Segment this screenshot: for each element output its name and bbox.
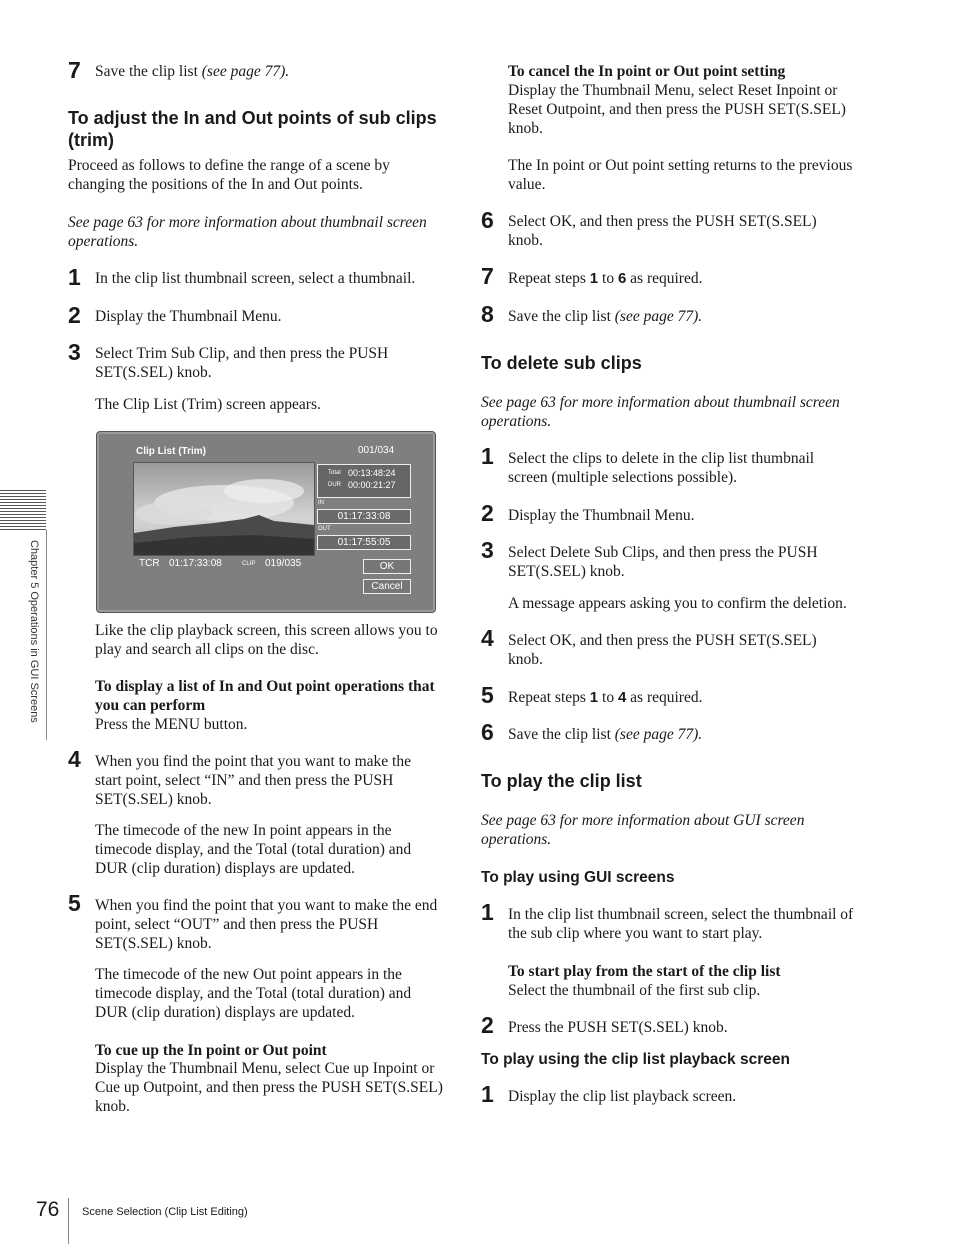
tcr-value: 01:17:33:08 xyxy=(169,558,222,569)
step-number: 2 xyxy=(481,500,494,526)
chapter-tab-rule xyxy=(46,530,47,740)
step-text: Select OK, and then press the PUSH SET(S.SEL) knob. xyxy=(508,213,817,249)
step-number: 7 xyxy=(68,57,81,83)
chapter-tab-marker xyxy=(0,490,46,530)
cancel-text: Display the Thumbnail Menu, select Reset Inpoint or Reset Outpoint, and then press the PUSH SET(S.SEL) knob. xyxy=(508,82,846,137)
footer-title: Scene Selection (Clip List Editing) xyxy=(82,1206,248,1218)
section-heading-play: To play the clip list xyxy=(481,771,642,791)
section-heading-delete: To delete sub clips xyxy=(481,353,642,373)
step-text: Save the clip list (see page 77). xyxy=(508,726,703,743)
in-label: IN xyxy=(318,500,324,506)
step-text: Repeat steps 1 to 6 as required. xyxy=(508,270,703,287)
step-number: 2 xyxy=(481,1012,494,1038)
step-note: The timecode of the new In point appears in the timecode display, and the Total (total duration) and DUR (clip duration) displays are updated. xyxy=(95,822,412,877)
step-note: The Clip List (Trim) screen appears. xyxy=(95,396,321,413)
cloud-landscape-image xyxy=(134,463,314,555)
step-text: Save the clip list (see page 77). xyxy=(508,308,703,325)
step-text: Select the clips to delete in the clip list thumbnail screen (multiple selections possible). xyxy=(508,450,815,486)
subheading-start-play: To start play from the start of the clip list xyxy=(508,963,781,980)
step-number: 4 xyxy=(481,625,494,651)
step-number: 1 xyxy=(481,899,494,925)
see-also-note: See page 63 for more information about thumbnail screen operations. xyxy=(481,394,840,430)
subheading-display-list: To display a list of In and Out point operations that you can perform xyxy=(95,678,435,714)
step-text: When you find the point that you want to make the end point, select “OUT” and then press the PUSH SET(S.SEL) knob. xyxy=(95,897,438,952)
chapter-side-label: Chapter 5 Operations in GUI Screens xyxy=(28,540,40,723)
step-text: When you find the point that you want to make the start point, select “IN” and then press the PUSH SET(S.SEL) knob. xyxy=(95,753,411,808)
step-text: Save the clip list (see page 77). xyxy=(95,63,290,80)
step-number: 3 xyxy=(481,537,494,563)
in-point-field[interactable]: 01:17:33:08 xyxy=(317,509,411,524)
step-number: 1 xyxy=(481,1081,494,1107)
cue-text: Display the Thumbnail Menu, select Cue up Inpoint or Cue up Outpoint, and then press the PUSH SET(S.SEL) knob. xyxy=(95,1060,443,1115)
ok-button[interactable]: OK xyxy=(363,559,411,574)
cancel-note: The In point or Out point setting returns to the previous value. xyxy=(508,157,853,193)
display-list-text: Press the MENU button. xyxy=(95,716,248,733)
step-number: 8 xyxy=(481,301,494,327)
step-note: The timecode of the new Out point appears in the timecode display, and the Total (total duration) and DUR (clip duration) displays are updated. xyxy=(95,966,412,1021)
subheading-cue: To cue up the In point or Out point xyxy=(95,1042,327,1059)
dur-value: 00:00:21:27 xyxy=(348,480,396,490)
out-point-field[interactable]: 01:17:55:05 xyxy=(317,535,411,550)
step-number: 7 xyxy=(481,263,494,289)
start-play-text: Select the thumbnail of the first sub clip. xyxy=(508,982,761,999)
clip-value: 019/035 xyxy=(265,558,302,569)
step-number: 2 xyxy=(68,302,81,328)
step-text: Display the Thumbnail Menu. xyxy=(508,507,695,524)
subheading-cancel: To cancel the In point or Out point setting xyxy=(508,63,786,80)
footer-rule xyxy=(68,1198,69,1244)
subsection-heading-gui: To play using GUI screens xyxy=(481,869,675,886)
dur-label: DUR xyxy=(328,482,341,488)
step-number: 5 xyxy=(481,682,494,708)
step-text: Press the PUSH SET(S.SEL) knob. xyxy=(508,1019,728,1036)
step-number: 1 xyxy=(68,264,81,290)
step-number: 5 xyxy=(68,890,81,916)
step-text: Select Delete Sub Clips, and then press the PUSH SET(S.SEL) knob. xyxy=(508,544,818,580)
clip-label: CLIP xyxy=(242,561,256,567)
step-text: Select Trim Sub Clip, and then press the PUSH SET(S.SEL) knob. xyxy=(95,345,389,381)
step-note: A message appears asking you to confirm the deletion. xyxy=(508,595,847,612)
out-label: OUT xyxy=(318,526,331,532)
screen-title: Clip List (Trim) xyxy=(136,446,206,457)
step-number: 6 xyxy=(481,207,494,233)
total-label: Total xyxy=(328,470,341,476)
step-text: Select OK, and then press the PUSH SET(S.SEL) knob. xyxy=(508,632,817,668)
step-text: Display the clip list playback screen. xyxy=(508,1088,737,1105)
intro-paragraph: Proceed as follows to define the range of a scene by changing the positions of the In and Out points. xyxy=(68,157,390,193)
step-number: 4 xyxy=(68,746,81,772)
see-also-note: See page 63 for more information about GUI screen operations. xyxy=(481,812,805,848)
total-value: 00:13:48:24 xyxy=(348,468,396,478)
clip-list-trim-screen xyxy=(96,431,436,613)
step-text: In the clip list thumbnail screen, select a thumbnail. xyxy=(95,270,416,287)
step-number: 1 xyxy=(481,443,494,469)
step-number: 6 xyxy=(481,719,494,745)
step-text: In the clip list thumbnail screen, select the thumbnail of the sub clip where you want to start play. xyxy=(508,906,854,942)
clip-thumbnail[interactable] xyxy=(133,462,315,556)
page-number: 76 xyxy=(36,1198,60,1221)
section-heading-trim: To adjust the In and Out points of sub clips (trim) xyxy=(68,108,437,150)
duration-display xyxy=(317,464,411,498)
see-also-note: See page 63 for more information about thumbnail screen operations. xyxy=(68,214,427,250)
tcr-label: TCR xyxy=(139,558,160,569)
step-number: 3 xyxy=(68,339,81,365)
screen-counter: 001/034 xyxy=(358,445,395,456)
screen-description: Like the clip playback screen, this screen allows you to play and search all clips on the disc. xyxy=(95,622,438,658)
step-text: Repeat steps 1 to 4 as required. xyxy=(508,689,703,706)
subsection-heading-playback: To play using the clip list playback screen xyxy=(481,1051,790,1068)
step-text: Display the Thumbnail Menu. xyxy=(95,308,282,325)
cancel-button[interactable]: Cancel xyxy=(363,579,411,594)
